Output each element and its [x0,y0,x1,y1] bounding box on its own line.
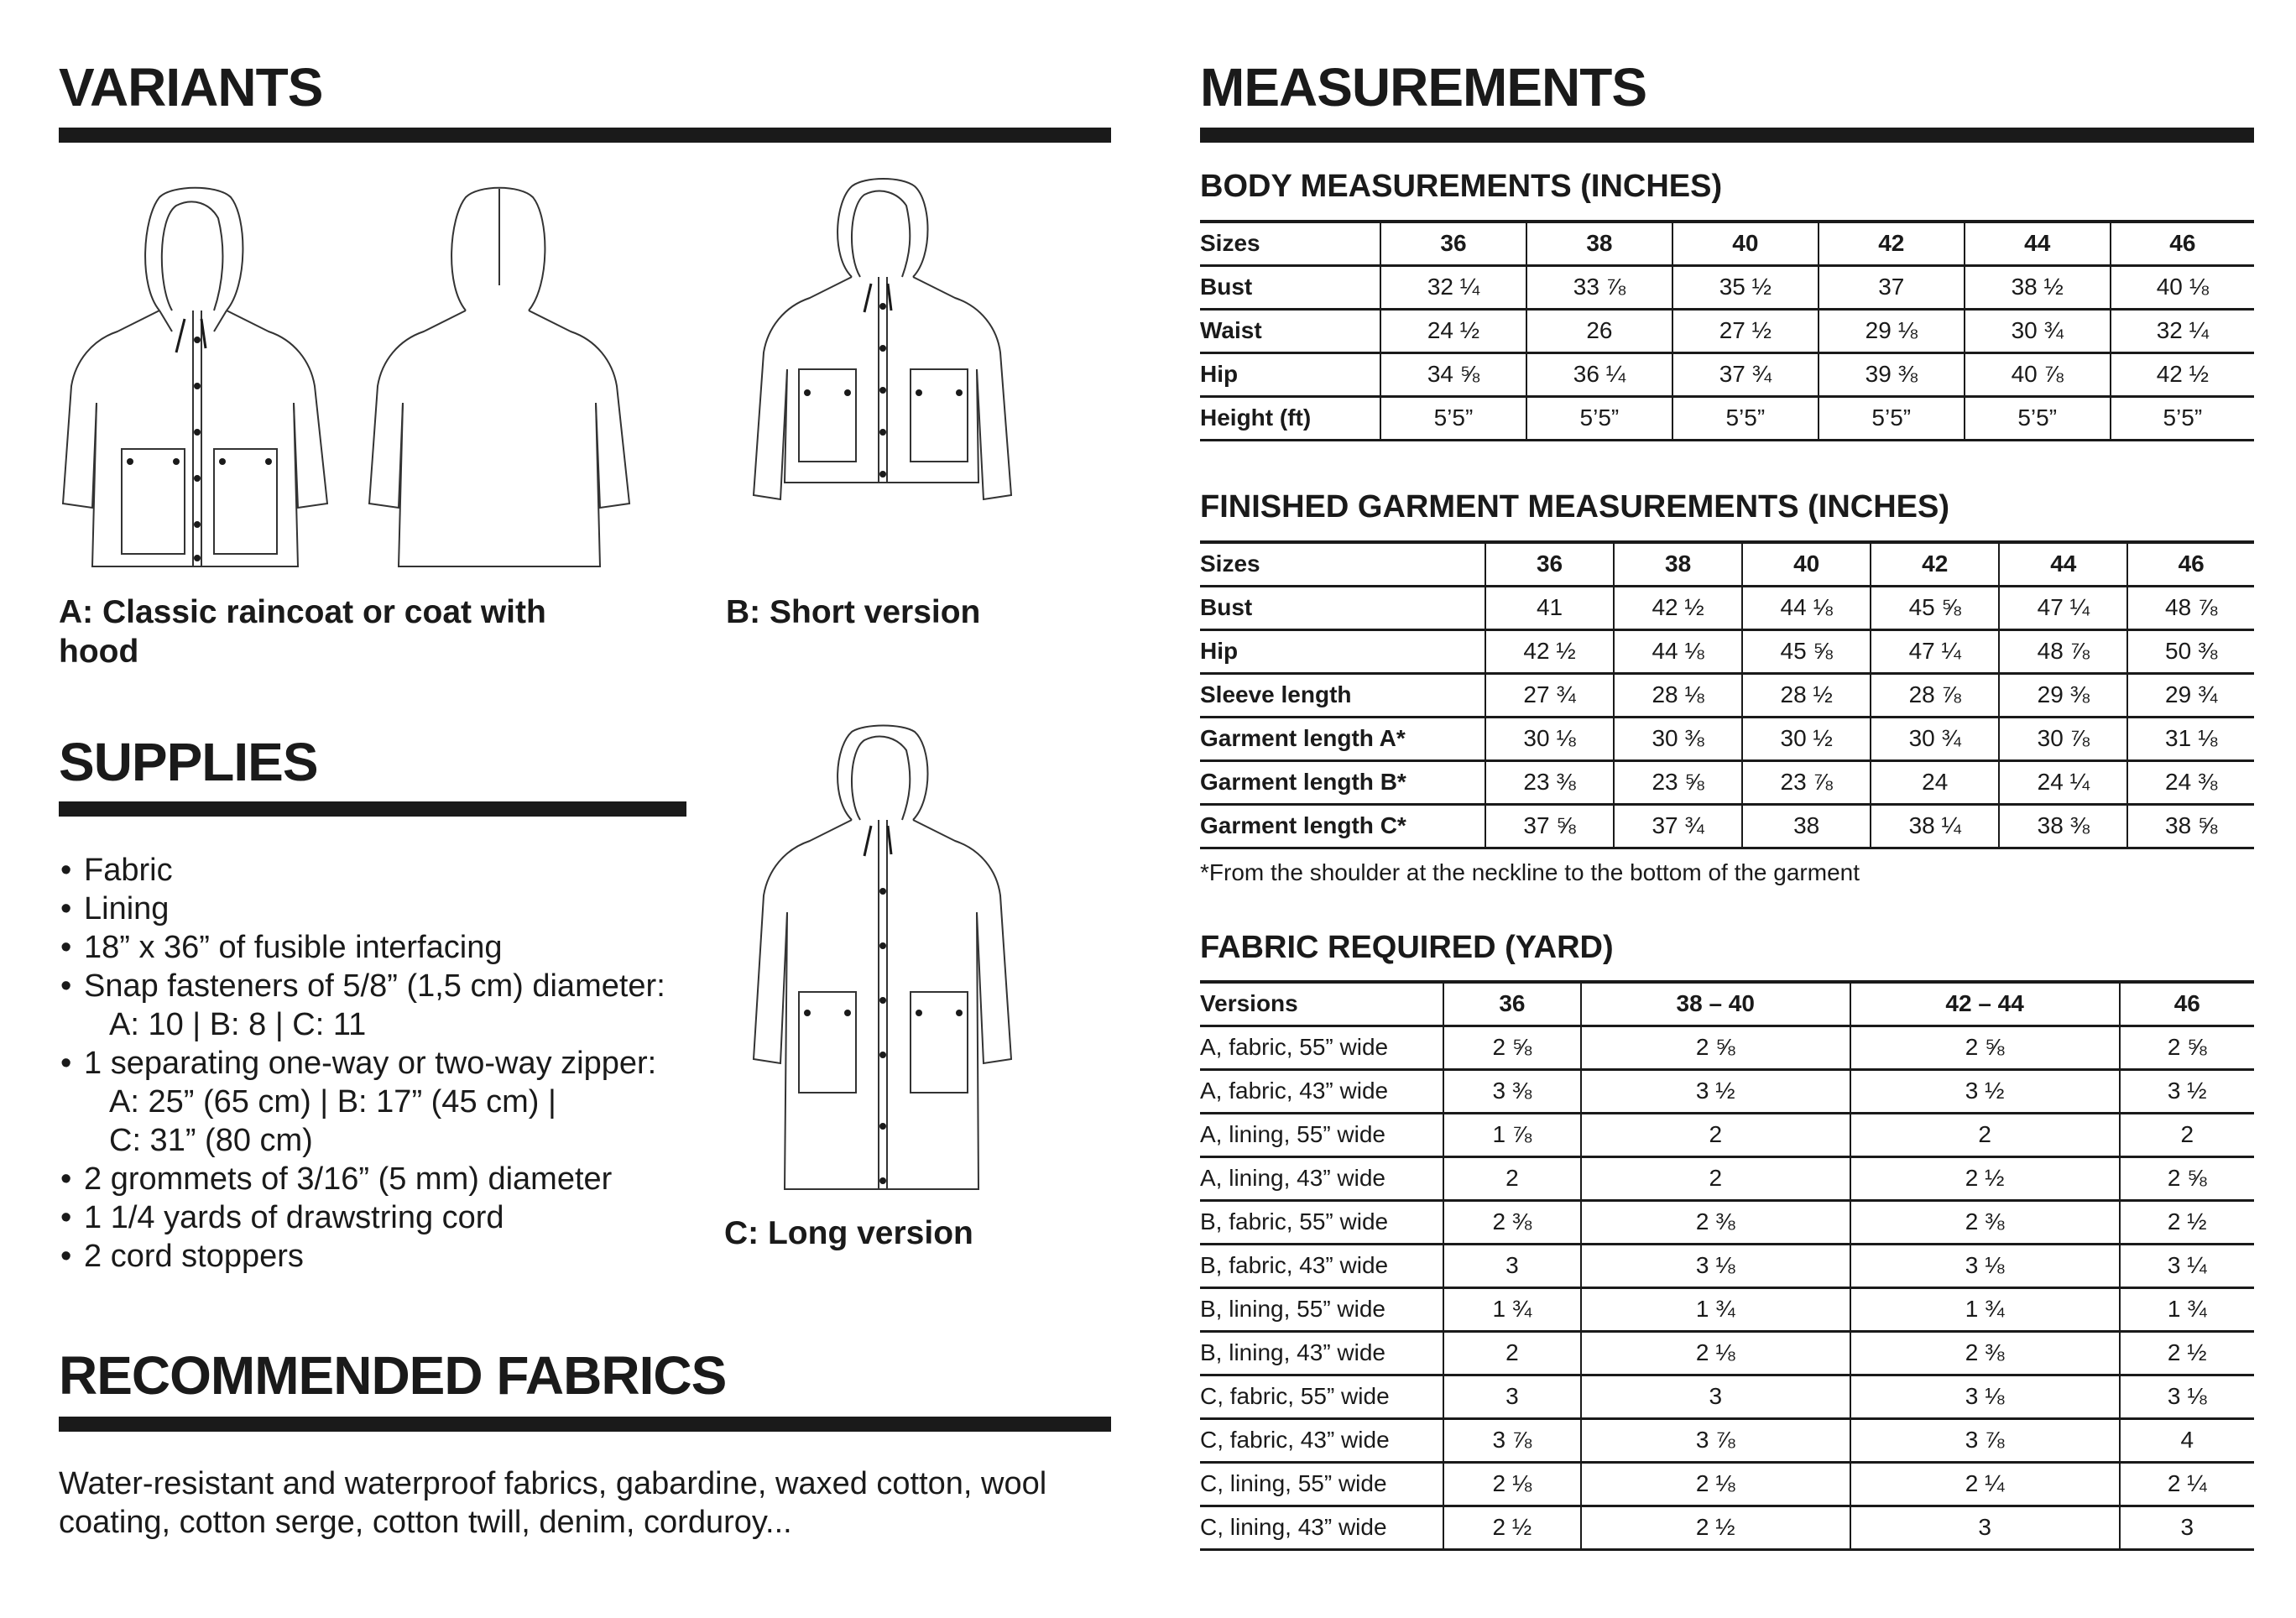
table-cell: 2 ⅛ [1581,1331,1850,1375]
list-item: • 1 separating one-way or two-way zipper: A: 25” (65 cm) | B: 17” (45 cm) | C: 31” (80 cm) [59,1044,697,1160]
table-row [1200,760,2254,804]
size-header: 38 [1614,542,1742,586]
table-cell: 2 ½ [2120,1331,2254,1375]
table-cell: 1 ¾ [1443,1287,1581,1331]
finished-garment-table [1200,540,2254,849]
table-cell: 24 ½ [1380,309,1526,352]
row-label-header: Sizes [1200,222,1380,265]
table-cell: 5’5” [2111,396,2254,440]
table-cell: 36 ¼ [1526,352,1672,396]
table-cell: 28 ⅞ [1871,673,1999,717]
size-header: 46 [2120,982,2254,1026]
table-row [1200,673,2254,717]
caption-variant-a: A: Classic raincoat or coat with hood [59,594,546,670]
table-cell: 30 ½ [1742,717,1871,760]
size-header: 40 [1672,222,1819,265]
table-cell: 2 [1581,1113,1850,1156]
row-label: B, lining, 55” wide [1200,1287,1443,1331]
recommended-fabrics-text: Water-resistant and waterproof fabrics, gabardine, waxed cotton, wool coating, cotton serge, cotton twill, denim, corduroy... [59,1466,1047,1540]
table-cell: 2 ¼ [1850,1462,2120,1506]
table-cell: 2 [1581,1156,1850,1200]
zipper-lengths: A: 25” (65 cm) | B: 17” (45 cm) | [109,1084,556,1120]
table-cell: 38 ⅜ [1999,804,2127,848]
table-cell: 1 ¾ [1850,1287,2120,1331]
row-label: Height (ft) [1200,396,1380,440]
table-cell: 2 ½ [1443,1506,1581,1549]
table-cell: 30 ¾ [1871,717,1999,760]
table-cell: 23 ⅜ [1485,760,1614,804]
table-cell: 2 ⅛ [1581,1462,1850,1506]
table-cell: 3 ⅜ [1443,1069,1581,1113]
table-cell: 26 [1526,309,1672,352]
table-cell: 45 ⅝ [1742,629,1871,673]
table-cell: 50 ⅜ [2127,629,2254,673]
table-cell: 40 ⅛ [2111,265,2254,309]
raincoat-c-long-illustration [747,723,1015,1202]
table-header-row [1200,982,2254,1026]
table-cell: 2 [1443,1331,1581,1375]
table-cell: 4 [2120,1418,2254,1462]
size-header: 46 [2111,222,2254,265]
size-header: 44 [1965,222,2111,265]
size-header: 46 [2127,542,2254,586]
row-label: Bust [1200,265,1380,309]
table-cell: 3 ½ [1581,1069,1850,1113]
table-cell: 2 ⅝ [1581,1026,1850,1069]
table-cell: 37 ¾ [1614,804,1742,848]
table-row [1200,352,2254,396]
table-cell: 5’5” [1526,396,1672,440]
row-label: A, lining, 55” wide [1200,1113,1443,1156]
table-cell: 2 ⅝ [2120,1156,2254,1200]
table-cell: 34 ⅝ [1380,352,1526,396]
row-label: A, fabric, 43” wide [1200,1069,1443,1113]
row-label: Garment length B* [1200,760,1485,804]
table-cell: 37 ¾ [1672,352,1819,396]
table-cell: 5’5” [1819,396,1965,440]
table-cell: 2 ½ [1850,1156,2120,1200]
table-cell: 3 ½ [1850,1069,2120,1113]
table-row [1200,804,2254,848]
table-cell: 42 ½ [2111,352,2254,396]
table-cell: 3 [1850,1506,2120,1549]
list-item: • 2 grommets of 3/16” (5 mm) diameter [59,1160,697,1198]
table-cell: 2 ⅜ [1850,1331,2120,1375]
list-item: • Fabric [59,851,697,890]
table-cell: 30 ⅜ [1614,717,1742,760]
table-cell: 47 ¼ [1871,629,1999,673]
table-cell: 42 ½ [1614,586,1742,629]
row-label: C, lining, 55” wide [1200,1462,1443,1506]
row-label: C, lining, 43” wide [1200,1506,1443,1549]
body-measurements-title: BODY MEASUREMENTS (INCHES) [1200,169,1723,204]
table-cell: 3 [1443,1375,1581,1418]
raincoat-a-back-illustration [361,185,638,575]
table-cell: 40 ⅞ [1965,352,2111,396]
table-cell: 2 ⅛ [1443,1462,1581,1506]
size-header: 36 [1485,542,1614,586]
measurements-title: MEASUREMENTS [1200,57,1647,117]
fabric-required-title: FABRIC REQUIRED (YARD) [1200,930,1614,965]
table-row [1200,1287,2254,1331]
zipper-lengths-c: C: 31” (80 cm) [109,1123,313,1158]
row-label: Hip [1200,352,1380,396]
table-cell: 3 ⅛ [1850,1244,2120,1287]
table-cell: 31 ⅛ [2127,717,2254,760]
table-cell: 5’5” [1672,396,1819,440]
supplies-rule [59,801,686,817]
finished-garment-title: FINISHED GARMENT MEASUREMENTS (INCHES) [1200,489,1950,525]
variants-rule [59,128,1111,143]
table-cell: 38 [1742,804,1871,848]
row-label: C, fabric, 43” wide [1200,1418,1443,1462]
table-cell: 2 ⅜ [1850,1200,2120,1244]
table-row [1200,629,2254,673]
table-cell: 3 ⅛ [1581,1244,1850,1287]
caption-variant-c: C: Long version [724,1215,973,1251]
table-cell: 3 ⅛ [2120,1375,2254,1418]
table-cell: 1 ⅞ [1443,1113,1581,1156]
supplies-list [59,851,697,1276]
table-row [1200,1113,2254,1156]
table-cell: 47 ¼ [1999,586,2127,629]
table-cell: 35 ½ [1672,265,1819,309]
table-cell: 28 ½ [1742,673,1871,717]
list-item: • Lining [59,890,697,928]
table-cell: 24 ⅜ [2127,760,2254,804]
row-label: Garment length A* [1200,717,1485,760]
table-cell: 37 ⅝ [1485,804,1614,848]
table-cell: 30 ⅛ [1485,717,1614,760]
snap-counts: A: 10 | B: 8 | C: 11 [109,1007,367,1042]
table-row [1200,1375,2254,1418]
row-label: Bust [1200,586,1485,629]
table-cell: 3 [2120,1506,2254,1549]
size-header: 36 [1443,982,1581,1026]
table-row [1200,1331,2254,1375]
table-cell: 3 ⅞ [1850,1418,2120,1462]
table-cell: 32 ¼ [1380,265,1526,309]
table-cell: 2 ⅝ [1443,1026,1581,1069]
list-item: • 1 1/4 yards of drawstring cord [59,1198,697,1237]
table-cell: 41 [1485,586,1614,629]
table-cell: 2 ⅜ [1443,1200,1581,1244]
table-row [1200,586,2254,629]
table-cell: 1 ¾ [2120,1287,2254,1331]
row-label: B, fabric, 43” wide [1200,1244,1443,1287]
table-cell: 30 ¾ [1965,309,2111,352]
recommended-fabrics-title: RECOMMENDED FABRICS [59,1345,727,1406]
table-cell: 3 ⅛ [1850,1375,2120,1418]
supplies-title: SUPPLIES [59,732,318,792]
fabrics-rule [59,1417,1111,1432]
table-row [1200,1506,2254,1549]
table-row [1200,1026,2254,1069]
size-header: 36 [1380,222,1526,265]
size-header: 42 – 44 [1850,982,2120,1026]
table-cell: 38 ⅝ [2127,804,2254,848]
size-header: 40 [1742,542,1871,586]
table-cell: 29 ¾ [2127,673,2254,717]
table-cell: 39 ⅜ [1819,352,1965,396]
table-cell: 5’5” [1965,396,2111,440]
size-header: 38 – 40 [1581,982,1850,1026]
table-cell: 38 ¼ [1871,804,1999,848]
table-row [1200,396,2254,440]
size-header: 42 [1819,222,1965,265]
list-item: • Snap fasteners of 5/8” (1,5 cm) diameter: A: 10 | B: 8 | C: 11 [59,967,697,1044]
table-cell: 32 ¼ [2111,309,2254,352]
table-cell: 5’5” [1380,396,1526,440]
row-label-header: Versions [1200,982,1443,1026]
finished-garment-note: *From the shoulder at the neckline to the bottom of the garment [1200,859,1860,885]
size-header: 44 [1999,542,2127,586]
table-cell: 2 [1850,1113,2120,1156]
table-header-row [1200,222,2254,265]
table-cell: 28 ⅛ [1614,673,1742,717]
table-cell: 3 ¼ [2120,1244,2254,1287]
raincoat-a-front-illustration [59,185,344,575]
table-cell: 37 [1819,265,1965,309]
table-row [1200,1462,2254,1506]
table-cell: 2 [1443,1156,1581,1200]
list-item: • 2 cord stoppers [59,1237,697,1276]
table-cell: 3 ½ [2120,1069,2254,1113]
table-row [1200,309,2254,352]
row-label: Waist [1200,309,1380,352]
row-label-header: Sizes [1200,542,1485,586]
table-cell: 42 ½ [1485,629,1614,673]
table-cell: 3 ⅞ [1443,1418,1581,1462]
table-cell: 2 ½ [1581,1506,1850,1549]
table-row [1200,1200,2254,1244]
table-cell: 29 ⅛ [1819,309,1965,352]
row-label: Hip [1200,629,1485,673]
table-cell: 3 [1581,1375,1850,1418]
body-measurements-table [1200,220,2254,441]
row-label: A, fabric, 55” wide [1200,1026,1443,1069]
table-cell: 2 ½ [2120,1200,2254,1244]
table-cell: 3 ⅞ [1581,1418,1850,1462]
table-cell: 48 ⅞ [2127,586,2254,629]
table-cell: 24 [1871,760,1999,804]
table-cell: 24 ¼ [1999,760,2127,804]
row-label: A, lining, 43” wide [1200,1156,1443,1200]
table-cell: 44 ⅛ [1742,586,1871,629]
table-cell: 30 ⅞ [1999,717,2127,760]
table-cell: 45 ⅝ [1871,586,1999,629]
size-header: 42 [1871,542,1999,586]
size-header: 38 [1526,222,1672,265]
list-item: • 18” x 36” of fusible interfacing [59,928,697,967]
table-cell: 38 ½ [1965,265,2111,309]
table-cell: 44 ⅛ [1614,629,1742,673]
caption-variant-b: B: Short version [726,594,981,630]
raincoat-b-short-illustration [747,176,1015,512]
table-row [1200,1069,2254,1113]
row-label: C, fabric, 55” wide [1200,1375,1443,1418]
table-row [1200,717,2254,760]
table-cell: 23 ⅝ [1614,760,1742,804]
row-label: Sleeve length [1200,673,1485,717]
variants-title: VARIANTS [59,57,323,117]
row-label: Garment length C* [1200,804,1485,848]
measurements-rule [1200,128,2254,143]
fabric-required-table [1200,980,2254,1551]
table-cell: 1 ¾ [1581,1287,1850,1331]
table-cell: 27 ½ [1672,309,1819,352]
table-row [1200,1244,2254,1287]
table-cell: 2 ⅜ [1581,1200,1850,1244]
table-cell: 2 ¼ [2120,1462,2254,1506]
table-cell: 3 [1443,1244,1581,1287]
table-cell: 33 ⅞ [1526,265,1672,309]
row-label: B, lining, 43” wide [1200,1331,1443,1375]
row-label: B, fabric, 55” wide [1200,1200,1443,1244]
table-row [1200,265,2254,309]
table-cell: 2 ⅝ [1850,1026,2120,1069]
table-cell: 29 ⅜ [1999,673,2127,717]
table-header-row [1200,542,2254,586]
table-row [1200,1156,2254,1200]
table-cell: 2 [2120,1113,2254,1156]
table-cell: 2 ⅝ [2120,1026,2254,1069]
table-cell: 23 ⅞ [1742,760,1871,804]
table-cell: 27 ¾ [1485,673,1614,717]
table-cell: 48 ⅞ [1999,629,2127,673]
table-row [1200,1418,2254,1462]
